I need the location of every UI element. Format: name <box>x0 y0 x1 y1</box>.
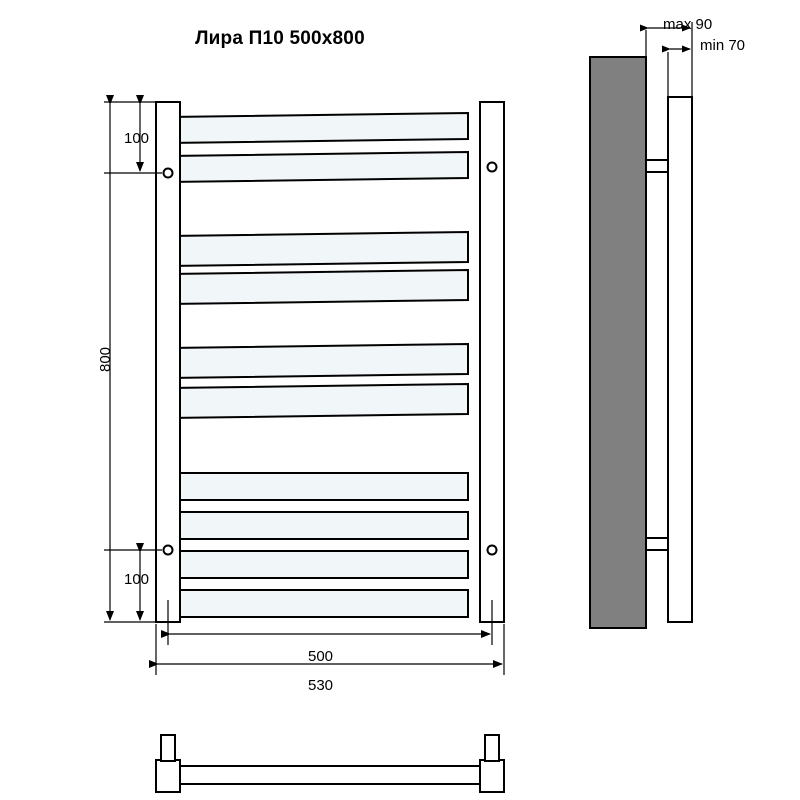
page-title: Лира П10 500x800 <box>195 28 365 49</box>
top-view-left-foot <box>156 760 180 792</box>
wall-block <box>590 57 646 628</box>
bracket-top <box>646 160 668 172</box>
dimension-top-offset: 100 <box>124 130 150 147</box>
front-view <box>156 102 504 622</box>
dimension-bottom-offset: 100 <box>124 571 150 588</box>
left-rail <box>156 102 180 622</box>
dimension-width-inner: 500 <box>308 648 334 665</box>
dimension-height: 800 <box>97 346 114 372</box>
side-view <box>590 57 692 628</box>
top-view-right-stem <box>485 735 499 761</box>
top-view-crossbar <box>177 766 483 784</box>
side-rail-profile <box>668 97 692 622</box>
top-view <box>156 735 504 792</box>
top-view-left-stem <box>161 735 175 761</box>
bracket-bottom <box>646 538 668 550</box>
side-dimension-lines <box>646 22 692 97</box>
dimension-depth-max: max 90 <box>663 16 713 33</box>
right-rail <box>480 102 504 622</box>
dimension-depth-min: min 70 <box>700 37 746 54</box>
towel-bars <box>168 113 468 617</box>
dimension-width-outer: 530 <box>308 677 334 694</box>
top-view-right-foot <box>480 760 504 792</box>
